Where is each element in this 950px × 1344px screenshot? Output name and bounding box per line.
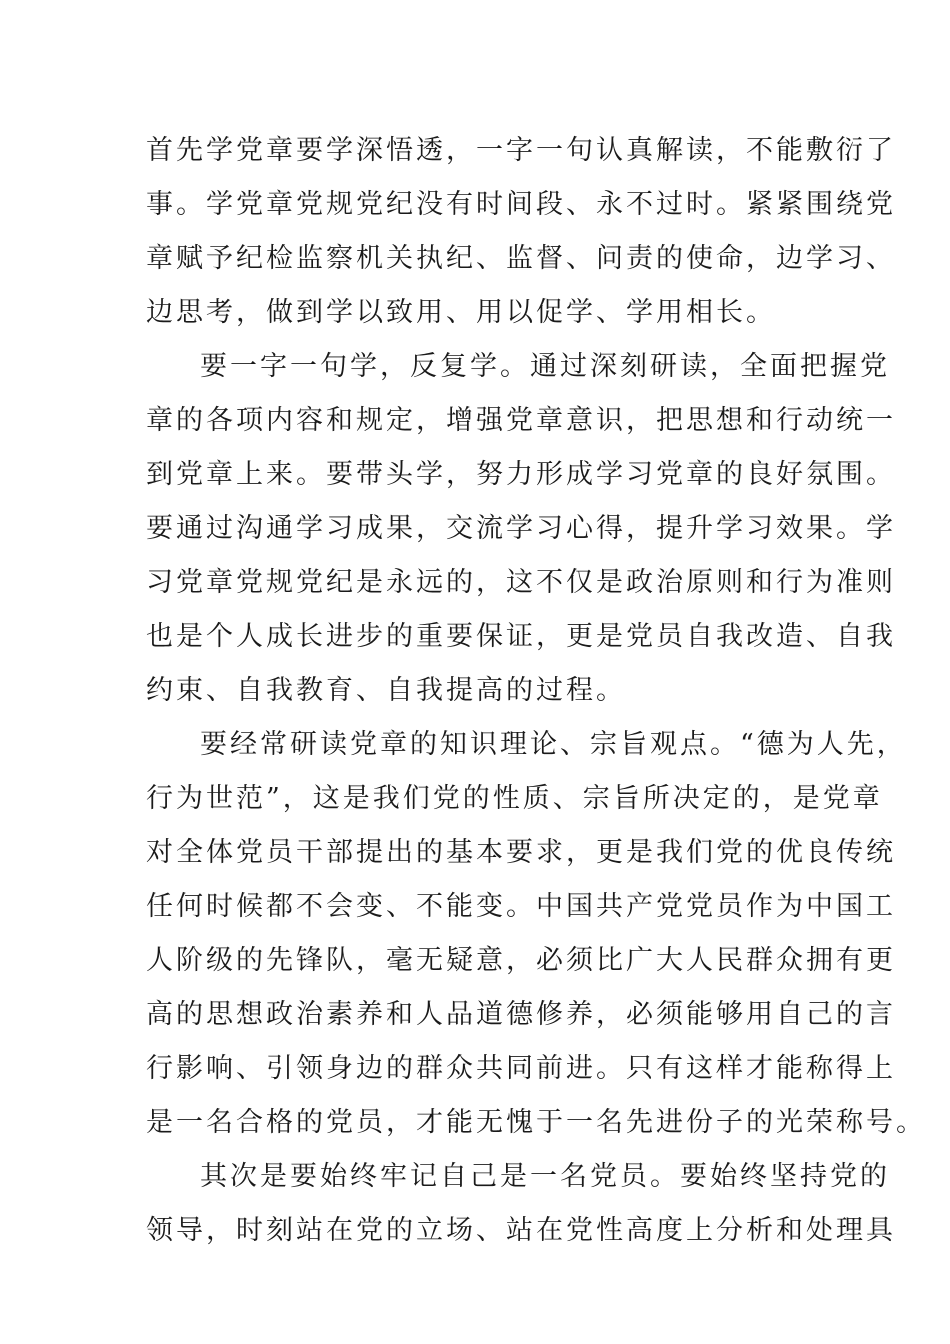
text-line: 要一字一句学，反复学。通过深刻研读，全面把握党 — [200, 351, 890, 382]
text-line: 领导，时刻站在党的立场、站在党性高度上分析和处理具 — [146, 1215, 896, 1246]
paragraph-3 — [146, 718, 926, 1150]
text-line: 高的思想政治素养和人品道德修养，必须能够用自己的言 — [146, 999, 896, 1030]
text-line: 到党章上来。要带头学，努力形成学习党章的良好氛围。 — [146, 459, 896, 490]
text-line: 也是个人成长进步的重要保证，更是党员自我改造、自我 — [146, 621, 896, 652]
text-line: 行为世范”，这是我们党的性质、宗旨所决定的，是党章 — [146, 783, 883, 814]
text-line: 边思考，做到学以致用、用以促学、学用相长。 — [146, 297, 776, 328]
text-line: 习党章党规党纪是永远的，这不仅是政治原则和行为准则 — [146, 567, 896, 598]
text-line: 要通过沟通学习成果，交流学习心得，提升学习效果。学 — [146, 513, 896, 544]
text-line: 任何时候都不会变、不能变。中国共产党党员作为中国工 — [146, 891, 896, 922]
paragraph-4 — [146, 1150, 896, 1258]
text-line: 首先学党章要学深悟透，一字一句认真解读，不能敷衍了 — [146, 135, 896, 166]
text-line: 要经常研读党章的知识理论、宗旨观点。“德为人先， — [200, 729, 907, 760]
paragraph-2 — [146, 340, 896, 718]
text-line: 其次是要始终牢记自己是一名党员。要始终坚持党的 — [200, 1161, 890, 1192]
paragraph-1 — [146, 124, 896, 340]
text-line: 章的各项内容和规定，增强党章意识，把思想和行动统一 — [146, 405, 896, 436]
text-line: 行影响、引领身边的群众共同前进。只有这样才能称得上 — [146, 1053, 896, 1084]
text-line: 人阶级的先锋队，毫无疑意，必须比广大人民群众拥有更 — [146, 945, 896, 976]
text-line: 对全体党员干部提出的基本要求，更是我们党的优良传统 — [146, 837, 896, 868]
text-line: 约束、自我教育、自我提高的过程。 — [146, 675, 626, 706]
text-line: 是一名合格的党员，才能无愧于一名先进份子的光荣称号。 — [146, 1107, 926, 1138]
text-line: 章赋予纪检监察机关执纪、监督、问责的使命，边学习、 — [146, 243, 896, 274]
body-text — [146, 124, 926, 1258]
text-line: 事。学党章党规党纪没有时间段、永不过时。紧紧围绕党 — [146, 189, 896, 220]
